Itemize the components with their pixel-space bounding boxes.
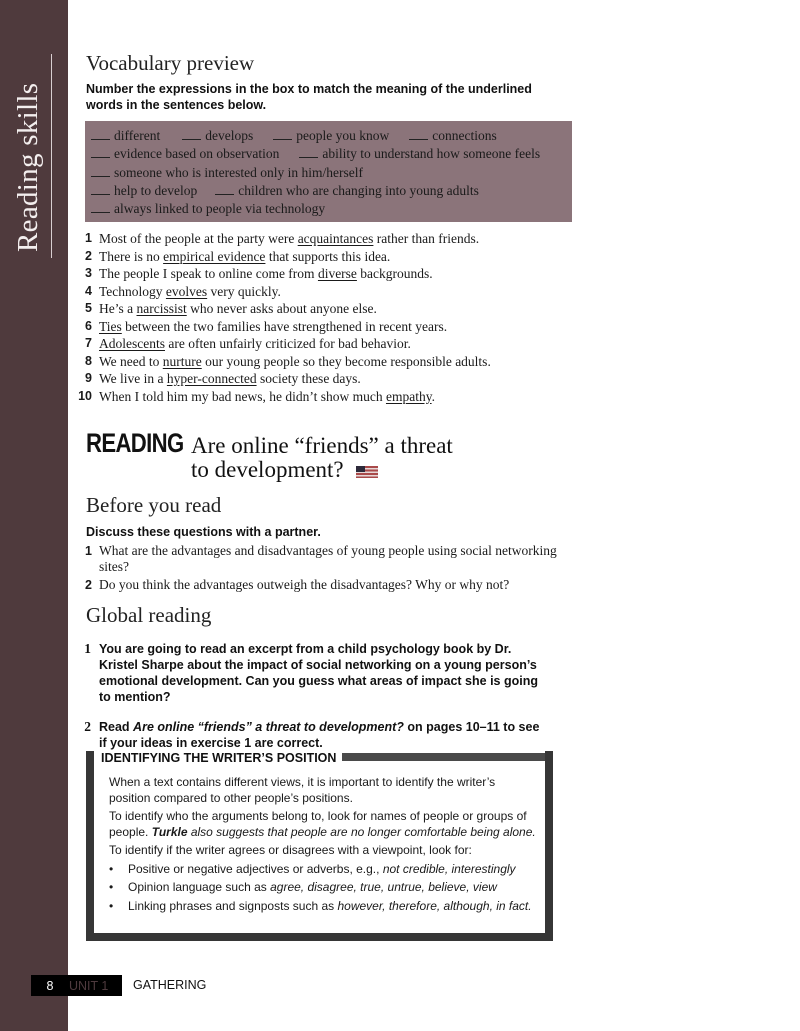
vocab-row [91,145,572,163]
section-title: Reading skills [12,82,44,252]
sentence-number: 5 [85,301,92,315]
underlined-term: Adolescents [99,336,165,351]
global-reading-items [74,641,544,751]
sentence-row: 2 There is no empirical evidence that supports this idea. [74,248,574,266]
vocab-item: help to develop [91,182,197,200]
exercise-row [74,719,544,751]
answer-blank[interactable] [299,147,318,158]
underlined-term: empirical evidence [163,248,266,264]
reading-title-line: Are online “friends” a threat [191,433,453,458]
vocabulary-instruction [86,81,532,113]
header-bar-right [342,753,545,761]
vocab-row [91,164,572,182]
sentence-number: 9 [85,371,92,385]
bullet-icon: • [109,861,114,876]
skill-box-title: IDENTIFYING THE WRITER’S POSITION [94,751,342,765]
underlined-term: diverse [317,266,357,281]
sentence-number: 1 [85,231,92,245]
reading-title [191,434,453,482]
sentence-number: 6 [85,318,92,333]
skill-paragraph: When a text contains different views, it is important to identify the writer’s position compared to other people’s positions. [109,775,496,805]
reading-label: READING [86,428,184,458]
question-row [74,577,564,593]
vocab-item: children who are changing into young adults [215,182,479,200]
vocab-item: people you know [273,127,389,145]
instruction-line: Number the expressions in the box to match the meaning of the underlined [86,82,532,96]
sidebar-divider [51,54,52,258]
question-row [74,543,564,575]
answer-blank[interactable] [91,129,110,140]
exercise-number: 1 [84,641,91,656]
exercise-row [74,641,544,705]
sentence-row: 1 Most of the people at the party were acquaintances rather than friends. [74,230,574,248]
bullet-icon: • [109,898,114,913]
sentence-number: 7 [85,336,92,350]
answer-blank[interactable] [91,202,110,213]
us-flag-icon [356,466,378,478]
sentence-row: 5 He’s a narcissist who never asks about anyone else. [74,300,574,318]
sentence-row: 4 Technology evolves very quickly. [74,283,574,301]
footer-badge [31,975,122,996]
reading-title-line: to development? [191,458,453,482]
skill-paragraph: To identify who the arguments belong to, look for names of people or groups of people. Turkle also suggests that people are no longer comfortable being alone. [109,809,536,839]
sentence-number: 4 [85,283,92,298]
bullet-item: • Linking phrases and signposts such as however, therefore, although, in fact. [109,898,532,913]
underlined-term: hyper-connected [166,371,257,386]
answer-blank[interactable] [182,129,201,140]
vocabulary-sentences [74,230,574,405]
sentence-number: 2 [85,248,92,263]
skill-box-header [86,751,553,765]
vocab-item: ability to understand how someone feels [299,145,540,163]
vocab-item: always linked to people via technology [91,200,325,218]
unit-label: UNIT 1 [69,978,109,993]
header-bar-left [86,751,94,765]
sentence-row: 9 We live in a hyper-connected society these days. [74,370,574,388]
skill-box-body [109,775,539,917]
vocabulary-box [85,121,572,222]
bullet-icon: • [109,880,114,894]
instruction-line: words in the sentences below. [86,98,267,112]
skill-paragraph: To identify if the writer agrees or disagrees with a viewpoint, look for: [109,843,472,857]
exercise-text: You are going to read an excerpt from a child psychology book by Dr. Kristel Sharpe about the impact of social networking on a young person’s emotional development. Can you guess what areas of impact she is going to mention? [99,642,538,704]
before-you-read-questions [74,543,564,595]
vocab-item: someone who is interested only in him/herself [91,164,363,182]
unit-name: GATHERING [133,978,207,992]
sentence-number: 3 [85,266,92,280]
underlined-term: evolves [165,283,208,299]
underlined-term: narcissist [136,301,187,316]
sentence-row: 6 Ties between the two families have strengthened in recent years. [74,318,574,336]
vocab-item: evidence based on observation [91,145,279,163]
question-text: Do you think the advantages outweigh the disadvantages? Why or why not? [99,577,510,592]
answer-blank[interactable] [91,166,110,177]
question-number: 1 [85,544,92,558]
before-you-read-heading: Before you read [86,493,222,517]
answer-blank[interactable] [273,129,292,140]
vocab-row [91,182,572,200]
answer-blank[interactable] [91,184,110,195]
exercise-number: 2 [84,719,91,734]
answer-blank[interactable] [91,147,110,158]
header-bar-cap [545,751,553,765]
vocabulary-heading: Vocabulary preview [86,51,255,75]
sentence-row: 3 The people I speak to online come from diverse backgrounds. [74,265,574,283]
sentence-row: 7 Adolescents are often unfairly criticized for bad behavior. [74,335,574,353]
underlined-term: Ties [99,318,122,334]
vocab-row [91,127,572,145]
vocab-item: different [91,127,160,145]
underlined-term: empathy [385,388,432,404]
exercise-text: Read Are online “friends” a threat to development? on pages 10–11 to see if your ideas in exercise 1 are correct. [99,720,540,750]
answer-blank[interactable] [215,184,234,195]
before-you-read-instruction: Discuss these questions with a partner. [86,525,321,539]
global-reading-heading: Global reading [86,603,212,627]
sentence-row: 8 We need to nurture our young people so they become responsible adults. [74,353,574,371]
underlined-term: acquaintances [297,231,374,246]
underlined-term: nurture [162,353,202,369]
vocab-item: develops [182,127,253,145]
sentence-number: 8 [85,353,92,368]
question-number: 2 [85,578,92,592]
vocab-row [91,200,572,218]
page-number: 8 [46,978,54,993]
bullet-item: • Opinion language such as agree, disagree, true, untrue, believe, view [109,880,497,894]
sentence-row: 10 When I told him my bad news, he didn’t show much empathy. [74,388,574,406]
sentence-number: 10 [78,388,92,403]
sidebar [0,0,68,1031]
answer-blank[interactable] [409,129,428,140]
vocab-item: connections [409,127,496,145]
bullet-item: • Positive or negative adjectives or adverbs, e.g., not credible, interestingly [109,861,516,876]
question-text: What are the advantages and disadvantages of young people using social networking sites? [99,543,557,574]
